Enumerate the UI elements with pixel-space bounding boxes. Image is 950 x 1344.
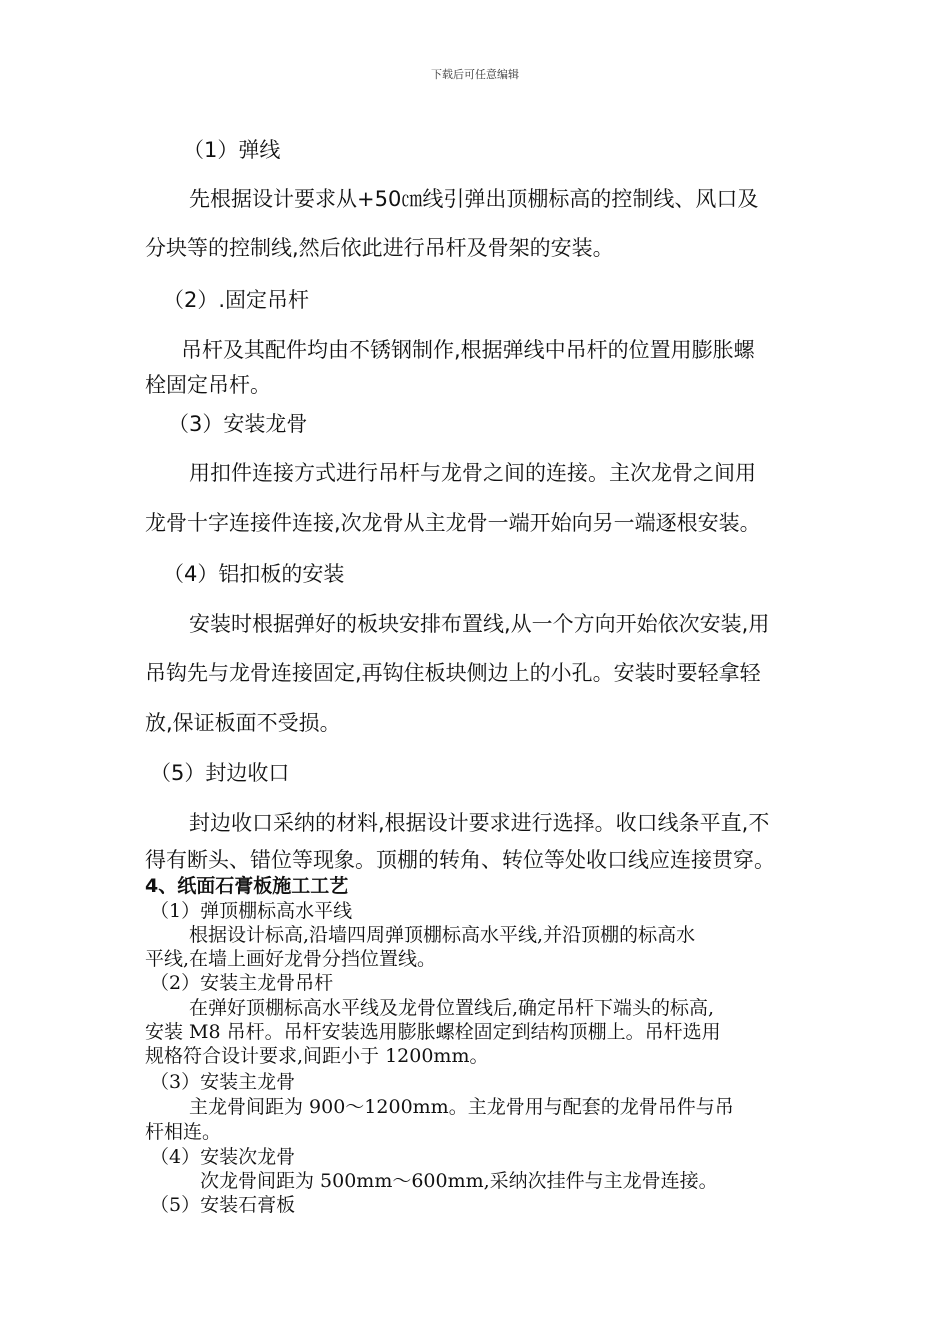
paragraph-line: 次龙骨间距为 500mm～600mm,采纳次挂件与主龙骨连接。	[200, 1170, 718, 1192]
paragraph-line: 规格符合设计要求,间距小于 1200mm。	[145, 1045, 489, 1067]
heading-2-fix-rod: （2）.固定吊杆	[163, 288, 310, 312]
paragraph-line: 安装 M8 吊杆。吊杆安装选用膨胀螺栓固定到结构顶棚上。吊杆选用	[145, 1021, 721, 1043]
paragraph-line: 吊杆及其配件均由不锈钢制作,根据弹线中吊杆的位置用膨胀螺	[181, 338, 755, 362]
paragraph-line: 先根据设计要求从+50㎝线引弹出顶棚标高的控制线、风口及	[189, 187, 759, 211]
paragraph-line: 分块等的控制线,然后依此进行吊杆及骨架的安装。	[145, 236, 614, 260]
heading-1-tanxian: （1）弹线	[183, 138, 281, 162]
paragraph-line: 吊钩先与龙骨连接固定,再钩住板块侧边上的小孔。安装时要轻拿轻	[145, 661, 761, 685]
subheading: （2）安装主龙骨吊杆	[150, 972, 334, 994]
paragraph-line: 根据设计标高,沿墙四周弹顶棚标高水平线,并沿顶棚的标高水	[189, 924, 696, 946]
subheading: （5）安装石膏板	[150, 1194, 296, 1216]
subheading: （4）安装次龙骨	[150, 1146, 296, 1168]
paragraph-line: 安装时根据弹好的板块安排布置线,从一个方向开始依次安装,用	[189, 612, 770, 636]
paragraph-line: 封边收口采纳的材料,根据设计要求进行选择。收口线条平直,不	[189, 811, 770, 835]
paragraph-line: 主龙骨间距为 900～1200mm。主龙骨用与配套的龙骨吊件与吊	[189, 1096, 734, 1118]
page-header: 下载后可任意编辑	[431, 68, 519, 81]
paragraph-line: 用扣件连接方式进行吊杆与龙骨之间的连接。主次龙骨之间用	[189, 461, 756, 485]
paragraph-line: 杆相连。	[145, 1121, 222, 1143]
paragraph-line: 平线,在墙上画好龙骨分挡位置线。	[145, 948, 437, 970]
heading-3-keel: （3）安装龙骨	[168, 412, 308, 436]
subheading: （3）安装主龙骨	[150, 1071, 296, 1093]
paragraph-line: 得有断头、错位等现象。顶棚的转角、转位等处收口线应连接贯穿。	[145, 848, 775, 872]
paragraph-line: 在弹好顶棚标高水平线及龙骨位置线后,确定吊杆下端头的标高,	[189, 997, 715, 1019]
paragraph-line: 放,保证板面不受损。	[145, 711, 341, 735]
paragraph-line: 栓固定吊杆。	[145, 373, 271, 397]
heading-5-edge: （5）封边收口	[150, 761, 290, 785]
paragraph-line: 龙骨十字连接件连接,次龙骨从主龙骨一端开始向另一端逐根安装。	[145, 511, 761, 535]
subheading: （1）弹顶棚标高水平线	[150, 900, 353, 922]
section-title: 4、纸面石膏板施工工艺	[145, 875, 349, 897]
heading-4-aluminum: （4）铝扣板的安装	[163, 562, 345, 586]
